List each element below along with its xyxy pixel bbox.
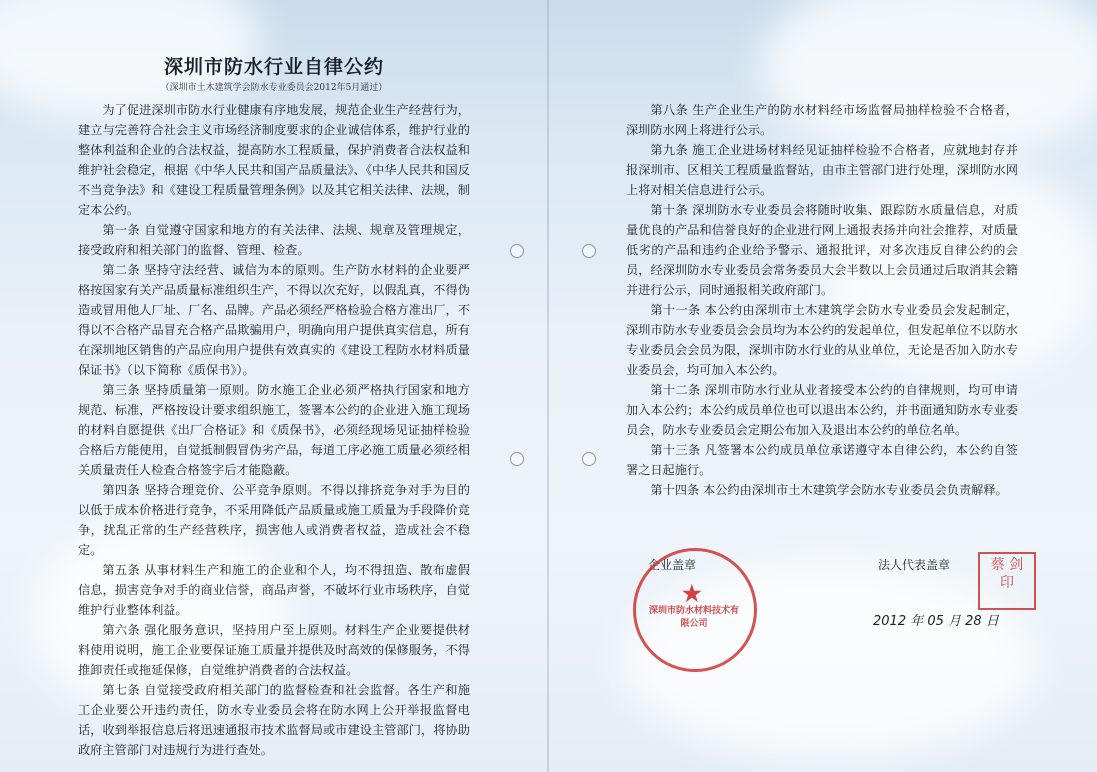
article-1: 第一条 自觉遵守国家和地方的有关法律、法规、规章及管理规定，接受政府和相关部门的监督、管理、检查。 [78, 223, 470, 257]
article-5: 第五条 从事材料生产和施工的企业和个人，均不得扭造、散布虚假信息，损害竞争对手的商业信誉，商品声誉，不破坏行业市场秩序，自觉维护行业整体利益。 [78, 563, 470, 617]
article-8: 第八条 生产企业生产的防水材料经市场监督局抽样检验不合格者，深圳防水网上将进行公示。 [626, 103, 1018, 137]
company-seal-label: 企业盖章 [648, 558, 697, 572]
article-14: 第十四条 本公约由深圳市土木建筑学会防水专业委员会负责解释。 [650, 483, 1008, 497]
article-11: 第十一条 本公约由深圳市土木建筑学会防水专业委员会发起制定，深圳市防水专业委员会会员均为本公约的发起单位，但发起单位不以防水专业委员会会员为限，深圳市防水行业的从业单位，无论是否加入防水专业委员会，均可加入本公约。 [626, 303, 1018, 377]
signing-date: 2012 年 05 月 28 日 [873, 614, 999, 629]
legal-rep-label: 法人代表盖章 [878, 558, 951, 572]
page-subtitle: （深圳市土木建筑学会防水专业委员会2012年5月通过） [160, 83, 388, 93]
article-12: 第十二条 深圳市防水行业从业者接受本公约的自律规则，均可申请加入本公约；本公约成员单位也可以退出本公约，并书面通知防水专业委员会，防水专业委员会定期公布加入及退出本公约的单位名单。 [626, 383, 1018, 437]
article-7: 第七条 自觉接受政府相关部门的监督检查和社会监督。各生产和施工企业要公开违约责任，防水专业委员会将在防水网上公开举报监督电话，收到举报信息后将迅速通报市技术监督局或市建设主管部门，将协助政府主管部门对违规行为进行查处。 [78, 683, 470, 757]
company-seal [633, 548, 757, 672]
company-seal-text: 深圳市防水材料技术有限公司 [648, 606, 739, 629]
seal-star-icon: ★ [682, 581, 702, 607]
article-9: 第九条 施工企业进场材料经见证抽样检验不合格者，应就地封存并报深圳市、区相关工程质量监督站，由市主管部门进行处理，深圳防水网上将对相关信息进行公示。 [626, 143, 1018, 197]
article-2: 第二条 坚持守法经营、诚信为本的原则。生产防水材料的企业要严格按国家有关产品质量标准组织生产，不得以次充好，以假乱真，不得伪造或冒用他人厂址、厂名、品牌。产品必须经严格检验合格方准出厂，不得以不合格产品冒充合格产品欺骗用户，明确向用户提供真实信息，所有在深圳地区销售的产品应向用户提供有效真实的《建设工程防水材料质量保证书》（以下简称《质保书》）。 [78, 263, 470, 377]
right-page [548, 0, 1097, 772]
article-13: 第十三条 凡签署本公约成员单位承诺遵守本自律公约，本公约自签署之日起施行。 [626, 443, 1018, 477]
page-title: 深圳市防水行业自律公约 [163, 56, 384, 78]
article-3: 第三条 坚持质量第一原则。防水施工企业必须严格执行国家和地方规范、标准，严格按设计要求组织施工，签署本公约的企业进入施工现场的材料自愿提供《出厂合格证》和《质保书》，必须经现场见证抽样检验合格后方能使用，自觉抵制假冒伪劣产品，每道工序必施工质量必须经相关质量责任人检查合格签字后才能隐蔽。 [78, 383, 470, 477]
left-page [0, 0, 548, 772]
article-10: 第十条 深圳防水专业委员会将随时收集、跟踪防水质量信息，对质量优良的产品和信誉良好的企业进行网上通报表扬并向社会推荐，对质量低劣的产品和违约企业给予警示、通报批评，对多次违反自律公约的会员，经深圳防水专业委员会常务委员大会半数以上会员通过后取消其会籍并进行公示，同时通报相关政府部门。 [626, 203, 1018, 297]
preamble: 为了促进深圳市防水行业健康有序地发展，规范企业生产经营行为，建立与完善符合社会主义市场经济制度要求的企业诚信体系，维护行业的整体利益和企业的合法权益，提高防水工程质量，保护消费者合法权益和维护社会稳定，根据《中华人民共和国产品质量法》、《中华人民共和国反不当竞争法》和《建设工程质量管理条例》以及其它相关法律、法规，制定本公约。 [78, 103, 470, 217]
legal-rep-seal: 蔡 剑 印 [978, 552, 1036, 610]
left-text-column [78, 100, 470, 760]
right-text-column [626, 100, 1018, 500]
article-4: 第四条 坚持合理竞价、公平竞争原则。不得以排挤竞争对手为目的以低于成本价格进行竞争，不采用降低产品质量或施工质量为手段降价竞争，扰乱正常的生产经营秩序，损害他人或消费者权益，造成社会不稳定。 [78, 483, 470, 557]
article-6: 第六条 强化服务意识，坚持用户至上原则。材料生产企业要提供材料使用说明，施工企业要保证施工质量并提供及时高效的保修服务，不得推卸责任或拖延保修，自觉维护消费者的合法权益。 [78, 623, 470, 677]
